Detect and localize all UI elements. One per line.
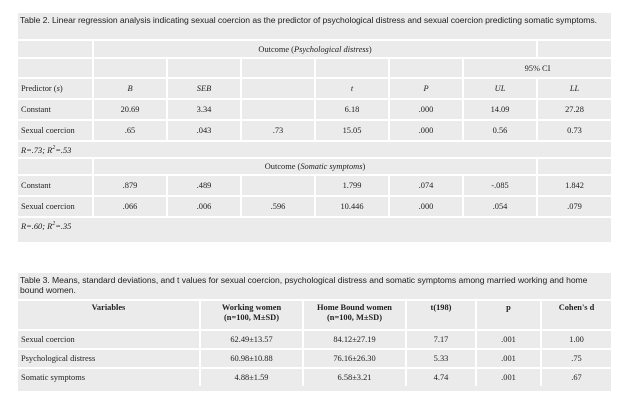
header-p: P: [389, 78, 463, 99]
table-3-grid: [18, 299, 611, 386]
table-3-caption: Table 3. Means, standard deviations, and t values for sexual coercion, psychological distress and somatic symptoms among married working and home bound women.: [20, 275, 588, 295]
outcome-psych-row: [18, 40, 611, 58]
model-fit-1: R=.73; $R^2=.53$: [18, 141, 611, 158]
table-2: [18, 13, 611, 242]
header-b: B: [93, 78, 167, 99]
header-t: t: [315, 78, 389, 99]
table-2-grid: [18, 39, 611, 234]
table-2-caption: Table 2. Linear regression analysis indicating sexual coercion as the predictor of psychological distress and sexual coercion predicting somatic symptoms.: [20, 15, 597, 25]
model-fit-2: R=.60; $R^2=.35$: [18, 217, 611, 234]
ci-label: 95% CI: [463, 58, 611, 78]
header-variables: Variables: [18, 300, 200, 330]
outcome-somatic-row: [18, 158, 611, 175]
table-row: Psychological distress 60.98±10.88 76.16±26.30 5.33 .001 .75: [18, 349, 611, 368]
header-working-women: Working women (n=100, M±SD): [200, 300, 303, 330]
header-beta: [241, 78, 315, 99]
table-row: Sexual coercion .65 .043 .73 15.05 .000 0.56 0.73: [18, 120, 611, 141]
header-home-bound-women: Home Bound women (n=100, M±SD): [303, 300, 406, 330]
header-ll: LL: [537, 78, 611, 99]
table-row: Constant .879 .489 1.799 .074 -.085 1.842: [18, 175, 611, 196]
header-seb: SEB: [167, 78, 241, 99]
table-3: [18, 273, 611, 391]
header-p: p: [476, 300, 541, 330]
fit-row-1: [18, 141, 611, 158]
table-row: Sexual coercion 62.49±13.57 84.12±27.19 7.17 .001 1.00: [18, 330, 611, 349]
outcome-psych-header: Outcome (Psychological distress): [93, 40, 537, 58]
table-2-header-row: [18, 78, 611, 99]
outcome-somatic-header: Outcome (Somatic symptoms): [93, 158, 537, 175]
header-t198: t(198): [406, 300, 476, 330]
table-row: Somatic symptoms 4.88±1.59 6.58±3.21 4.74 .001 .67: [18, 368, 611, 386]
header-cohens-d: Cohen's d: [541, 300, 611, 330]
table-row: Constant 20.69 3.34 6.18 .000 14.09 27.28: [18, 99, 611, 120]
header-predictor: Predictor (s): [18, 78, 93, 99]
ci-header-row: [18, 58, 611, 78]
table-3-header-row: [18, 300, 611, 330]
table-row: Sexual coercion .066 .006 .596 10.446 .000 .054 .079: [18, 196, 611, 217]
fit-row-2: [18, 217, 611, 234]
header-ul: UL: [463, 78, 537, 99]
